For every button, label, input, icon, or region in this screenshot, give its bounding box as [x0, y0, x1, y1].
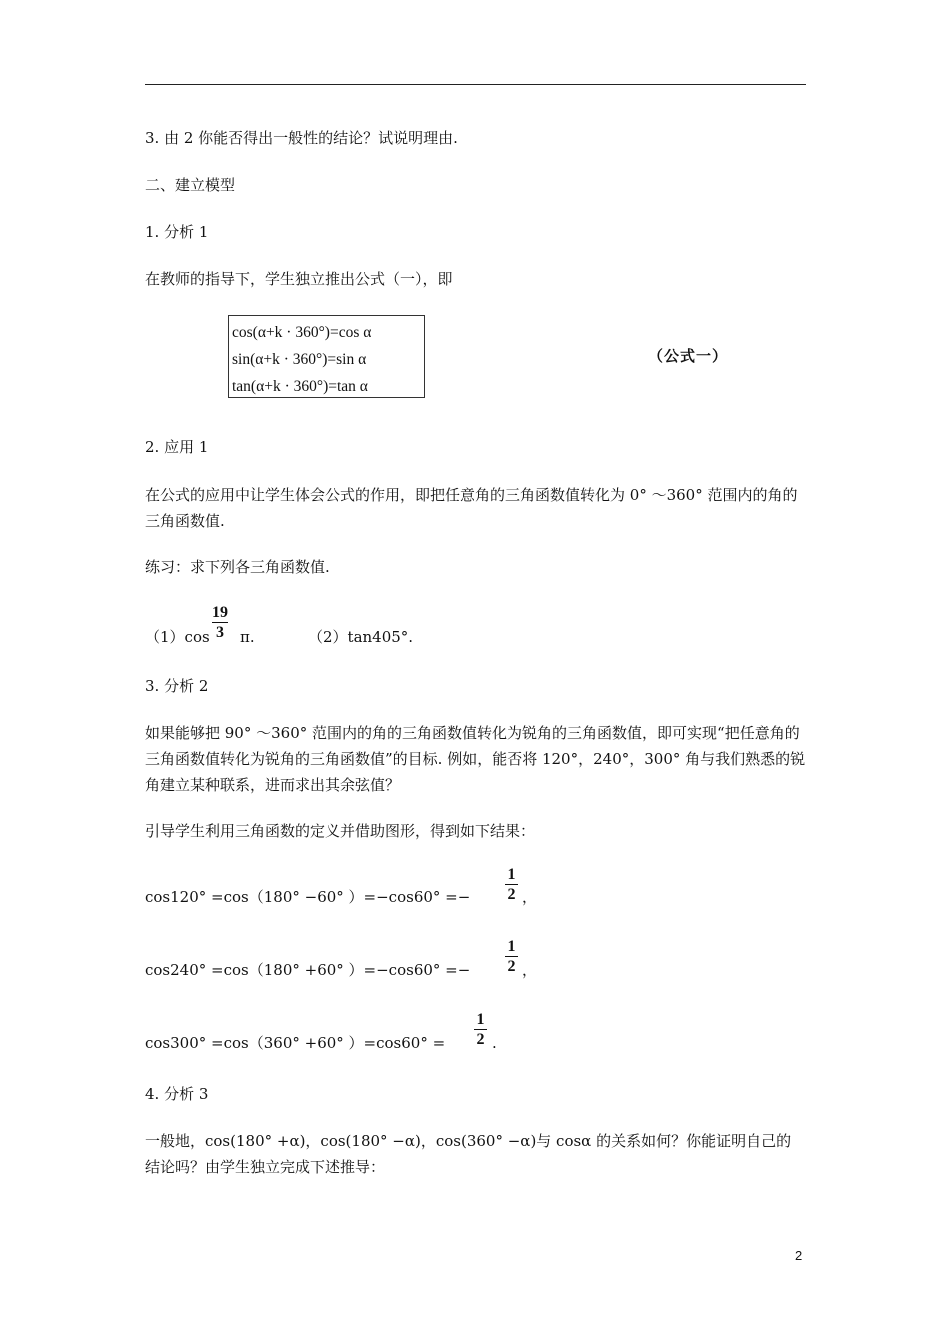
fraction-bar	[505, 956, 518, 957]
fraction-bar	[505, 884, 518, 885]
paragraph-derive-formula: 在教师的指导下，学生独立推出公式（一），即	[145, 270, 453, 288]
fraction-one-half-1	[505, 866, 518, 903]
fraction-denominator: 3	[216, 624, 224, 641]
formula-cos-line: cos(α+k · 360°)=cos α	[232, 324, 372, 341]
equation-cos300-end: .	[492, 1034, 497, 1052]
equation-cos240-end: ，	[522, 961, 538, 979]
section-heading-build-model: 二、建立模型	[145, 176, 236, 194]
paragraph-exercise: 练习：求下列各三角函数值.	[145, 558, 330, 576]
subsection-analysis-2: 3. 分析 2	[145, 677, 209, 695]
fraction-bar	[474, 1029, 487, 1030]
fraction-denominator: 2	[507, 886, 516, 903]
formula-sin-line: sin(α+k · 360°)=sin α	[232, 351, 367, 368]
fraction-denominator: 2	[507, 958, 516, 975]
page-number: 2	[795, 1248, 803, 1263]
formula-one-label: （公式一）	[648, 347, 729, 365]
fraction-numerator: 1	[507, 938, 516, 955]
exercise-2: （2）tan405°.	[308, 628, 414, 646]
fraction-bar	[212, 622, 228, 623]
paragraph-application: 在公式的应用中让学生体会公式的作用，即把任意角的三角函数值转化为 0° ～360° 范围内的角的三角函数值.	[145, 486, 798, 530]
fraction-one-half-3	[474, 1011, 487, 1048]
exercise-1-prefix: （1）cos	[145, 628, 210, 646]
subsection-analysis-3: 4. 分析 3	[145, 1085, 209, 1103]
fraction-numerator: 1	[476, 1011, 485, 1028]
subsection-analysis-1: 1. 分析 1	[145, 223, 209, 241]
header-rule	[145, 84, 806, 85]
paragraph-guide-students: 引导学生利用三角函数的定义并借助图形，得到如下结果：	[145, 822, 536, 840]
equation-cos240: cos240° =cos（180° +60° ）=−cos60° =−	[145, 961, 471, 979]
exercise-1-suffix: π.	[240, 628, 255, 646]
fraction-numerator: 19	[212, 604, 228, 621]
equation-cos300: cos300° =cos（360° +60° ）=cos60° =	[145, 1034, 446, 1052]
formula-one-box	[228, 315, 425, 398]
fraction-one-half-2	[505, 938, 518, 975]
paragraph-question-3: 3. 由 2 你能否得出一般性的结论？试说明理由.	[145, 129, 458, 147]
fraction-19-over-3	[212, 604, 228, 641]
paragraph-analysis-3: 一般地，cos(180° +α)，cos(180° −α)，cos(360° −α)与 cosα 的关系如何？你能证明自己的结论吗？由学生独立完成下述推导：	[145, 1132, 792, 1176]
formula-tan-line: tan(α+k · 360°)=tan α	[232, 378, 368, 395]
fraction-numerator: 1	[507, 866, 516, 883]
paragraph-analysis-2: 如果能够把 90° ～360° 范围内的角的三角函数值转化为锐角的三角函数值，即可实现“把任意角的三角函数值转化为锐角的三角函数值”的目标. 例如，能否将 120°，240°，300° 角与我们熟悉的锐角建立某种联系，进而求出其余弦值？	[145, 724, 806, 794]
subsection-application-1: 2. 应用 1	[145, 438, 209, 456]
equation-cos120: cos120° =cos（180° −60° ）=−cos60° =−	[145, 888, 471, 906]
equation-cos120-end: ，	[522, 888, 538, 906]
fraction-denominator: 2	[476, 1031, 485, 1048]
